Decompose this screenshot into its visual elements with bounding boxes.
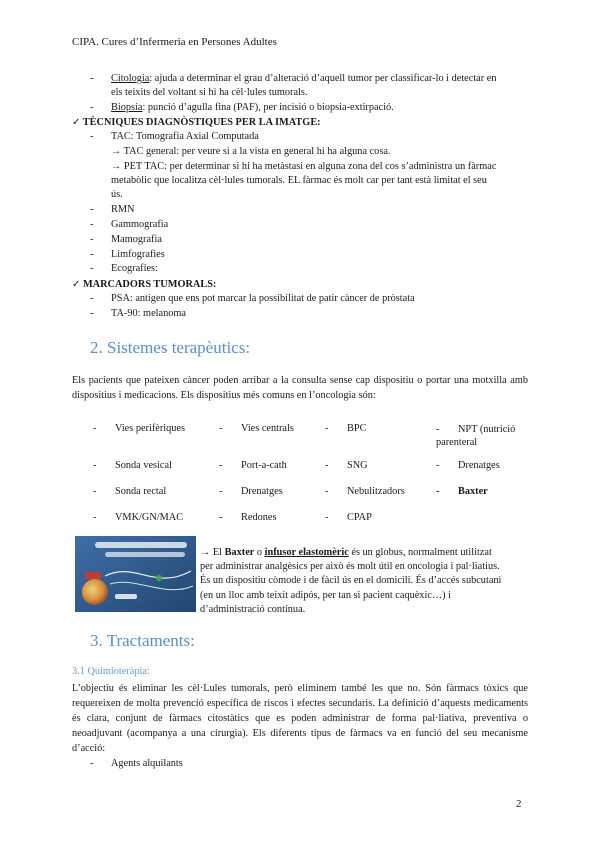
term-biopsia: Biopsia xyxy=(111,102,143,113)
imaging-item: Limfografies xyxy=(111,249,165,260)
device-cell: - Sonda vesical xyxy=(93,460,172,471)
section-3-heading: 3. Tractaments: xyxy=(90,631,195,650)
list-dash: - xyxy=(90,131,94,142)
list-dash: - xyxy=(90,219,94,230)
marker-item: TA-90: melanoma xyxy=(111,308,186,319)
term-citologia: Citologia xyxy=(111,73,150,84)
device-cell: - CPAP xyxy=(325,512,372,523)
imaging-item: Ecografies: xyxy=(111,263,158,274)
list-dash: - xyxy=(90,308,94,319)
markers-heading: ✓ MARCADORS TUMORALS: xyxy=(72,279,217,290)
baxter-line-2: per administrar analgèsics per això és molt útil en oncologia i pal·liatius. xyxy=(200,561,500,572)
list-dash: - xyxy=(90,293,94,304)
list-dash: - xyxy=(90,758,94,769)
list-item-citologia-cont: els teixits del voltant si hi ha cèl·lules tumorals. xyxy=(111,87,308,98)
device-cell: - Vies perifèriques xyxy=(93,423,186,434)
device-cell: - Sonda rectal xyxy=(93,486,167,497)
device-cell: - Nebulitzadors xyxy=(325,486,405,497)
device-cell: - Drenatges xyxy=(219,486,283,497)
pet-line-2: metabòlic que localitza cèl·lules tumorals. EL fàrmac és molt car per tant està limitat el seu xyxy=(111,175,487,186)
running-header: CIPA. Cures d’Infermeria en Persones Adultes xyxy=(72,36,277,48)
list-item-biopsia: Biopsia: punció d’agulla fina (PAF), per incisió o biopsia-extirpació. xyxy=(111,102,394,113)
baxter-line-1: → El Baxter o infusor elastomèric és un globus, normalment utilitzat xyxy=(200,547,492,558)
list-dash: - xyxy=(90,234,94,245)
section-3-body: L’objectiu és eliminar les cèl·Lules tumorals, però eliminem també les que no. Són fàrmacs tòxics que requereixen de molta prevenció específica de riscos i efectes secundaris. La definició d’aquests medicaments és clara, conjunt de fàrmacs citostàtics que es poden administrar de forma pal·liativa, preventiva o neoadjuvant (acompanya a una cirurgia). Els diferents tipus de fàrmacs va en funció del seu mecanisme d’acció: xyxy=(72,683,528,754)
device-cell: - Redones xyxy=(219,512,277,523)
check-icon: ✓ xyxy=(72,117,81,128)
section-2-heading: 2. Sistemes terapèutics: xyxy=(90,338,251,357)
marker-item: PSA: antigen que ens pot marcar la possibilitat de patir càncer de pròstata xyxy=(111,293,415,304)
device-cell: - BPC xyxy=(325,423,367,434)
tac-title: TAC: Tomografia Axial Computada xyxy=(111,131,259,142)
list-dash: - xyxy=(90,249,94,260)
list-dash: - xyxy=(90,73,94,84)
check-icon: ✓ xyxy=(72,279,81,290)
treatment-list-item: Agents alquilants xyxy=(111,758,183,769)
imaging-heading: ✓ TÈCNIQUES DIAGNÒSTIQUES PER LA IMATGE: xyxy=(72,117,321,128)
device-cell: - SNG xyxy=(325,460,368,471)
list-dash: - xyxy=(90,204,94,215)
section-2-intro: Els pacients que pateixen càncer poden arribar a la consulta sense cap dispositiu o portar una motxilla amb dispositius i medicacions. Els dispositius més comuns en l’oncologia són: xyxy=(72,375,528,401)
pet-line-3: ús. xyxy=(111,189,123,200)
baxter-line-4: (en un lloc amb teixit adipós, per tan si pacient caquèxic…) i xyxy=(200,590,452,601)
device-cell: - Port-a-cath xyxy=(219,460,287,471)
subsection-quimioterapia: 3.1 Quimioteràpia: xyxy=(72,666,150,677)
tac-general: → TAC general: per veure si a la vista en general hi ha alguna cosa. xyxy=(111,146,391,157)
imaging-item: RMN xyxy=(111,204,135,215)
device-cell-baxter: - Baxter xyxy=(436,486,488,497)
device-cell: - Drenatges xyxy=(436,460,500,471)
baxter-line-5: d’administració contínua. xyxy=(200,604,306,615)
device-cell: - NPT (nutrició parenteral xyxy=(436,424,516,448)
device-cell: - VMK/GN/MAC xyxy=(93,512,184,523)
imaging-item: Gammografia xyxy=(111,219,169,230)
list-item-citologia: Citologia: ajuda a determinar el grau d’alteració d’aquell tumor per classificar-lo i detectar en xyxy=(111,73,497,84)
page-number: 2 xyxy=(516,798,522,810)
device-cell: - Vies centrals xyxy=(219,423,294,434)
pet-line-1: → PET TAC: per determinar si hi ha metàstasi en alguna zona del cos s’administra un fàrmac xyxy=(111,161,497,172)
list-dash: - xyxy=(90,102,94,113)
baxter-line-3: És un dispositiu còmode i de fàcil ús en el domicili. És d’accés subcutani xyxy=(200,575,502,586)
list-dash: - xyxy=(90,263,94,274)
imaging-item: Mamografia xyxy=(111,234,162,245)
baxter-photo xyxy=(75,536,196,612)
